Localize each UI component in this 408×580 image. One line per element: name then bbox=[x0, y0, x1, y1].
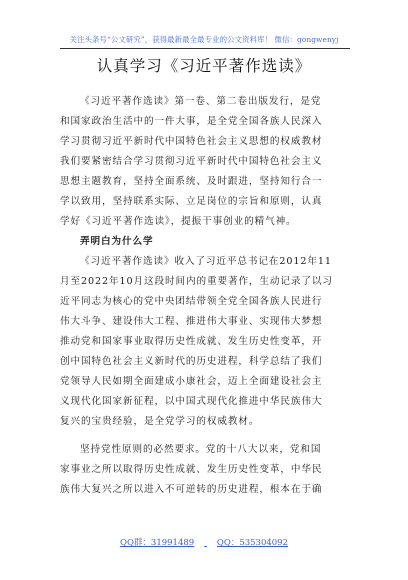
paragraph-gap bbox=[60, 432, 350, 440]
paragraph bbox=[60, 92, 350, 232]
text-line: 党领导人民如期全面建成小康社会，迈上全面建设社会主 bbox=[60, 376, 323, 387]
document-body bbox=[60, 92, 350, 500]
text-line: 学以致用，坚持联系实际、立足岗位的宗旨和原则，认真 bbox=[60, 196, 323, 207]
text-line: 家事业之所以取得历史性成就、发生历史性变革，中华民 bbox=[60, 464, 323, 475]
footer-contact bbox=[0, 536, 408, 548]
text-line: 伟大斗争、建设伟大工程、推进伟大事业、实现伟大梦想 bbox=[60, 316, 323, 327]
text-line: 《习近平著作选读》收入了习近平总书记在2012年11 bbox=[80, 256, 332, 267]
section-heading: 弄明白为什么学 bbox=[80, 236, 154, 247]
footer-qq-group[interactable]: QQ群：31991489 bbox=[119, 538, 195, 548]
text-line: 近平同志为核心的党中央团结带领全党全国各族人民进行 bbox=[60, 296, 323, 307]
text-line: 坚持党性原则的必然要求。党的十八大以来，党和国 bbox=[80, 444, 322, 455]
text-line: 学好《习近平著作选读》，提振干事创业的精气神。 bbox=[60, 216, 297, 227]
text-line: 复兴的宝贵经验，是全党学习的权威教材。 bbox=[60, 416, 260, 427]
paragraph bbox=[60, 440, 350, 500]
text-line: 《习近平著作选读》第一卷、第二卷出版发行，是党 bbox=[80, 96, 322, 107]
text-line: 月至2022年10月这段时间内的重要著作，生动记录了以习 bbox=[60, 276, 333, 287]
text-line: 我们要紧密结合学习贯彻习近平新时代中国特色社会主义 bbox=[60, 156, 323, 167]
text-line: 族伟大复兴之所以进入不可逆转的历史进程，根本在于确 bbox=[60, 484, 323, 495]
paragraph bbox=[60, 252, 350, 432]
text-line: 推动党和国家事业取得历史性成就、发生历史性变革，开 bbox=[60, 336, 323, 347]
text-line: 义现代化国家新征程，以中国式现代化推进中华民族伟大 bbox=[60, 396, 323, 407]
header-promo-note: 关注头条号“公文研究”，获得最新最全最专业的公文资料库！ 微信：gongwenyj bbox=[69, 35, 339, 44]
text-line: 创中国特色社会主义新时代的历史进程，科学总结了我们 bbox=[60, 356, 323, 367]
text-line: 和国家政治生活中的一件大事，是全党全国各族人民深入 bbox=[60, 116, 323, 127]
text-line: 学习贯彻习近平新时代中国特色社会主义思想的权威教材 bbox=[60, 136, 323, 147]
document-title: 认真学习《习近平著作选读》 bbox=[96, 57, 312, 75]
header-divider bbox=[60, 48, 350, 49]
text-line: 思想主题教育，坚持全面系统、及时跟进，坚持知行合一 bbox=[60, 176, 323, 187]
footer-qq[interactable]: QQ：535304092 bbox=[216, 538, 288, 548]
